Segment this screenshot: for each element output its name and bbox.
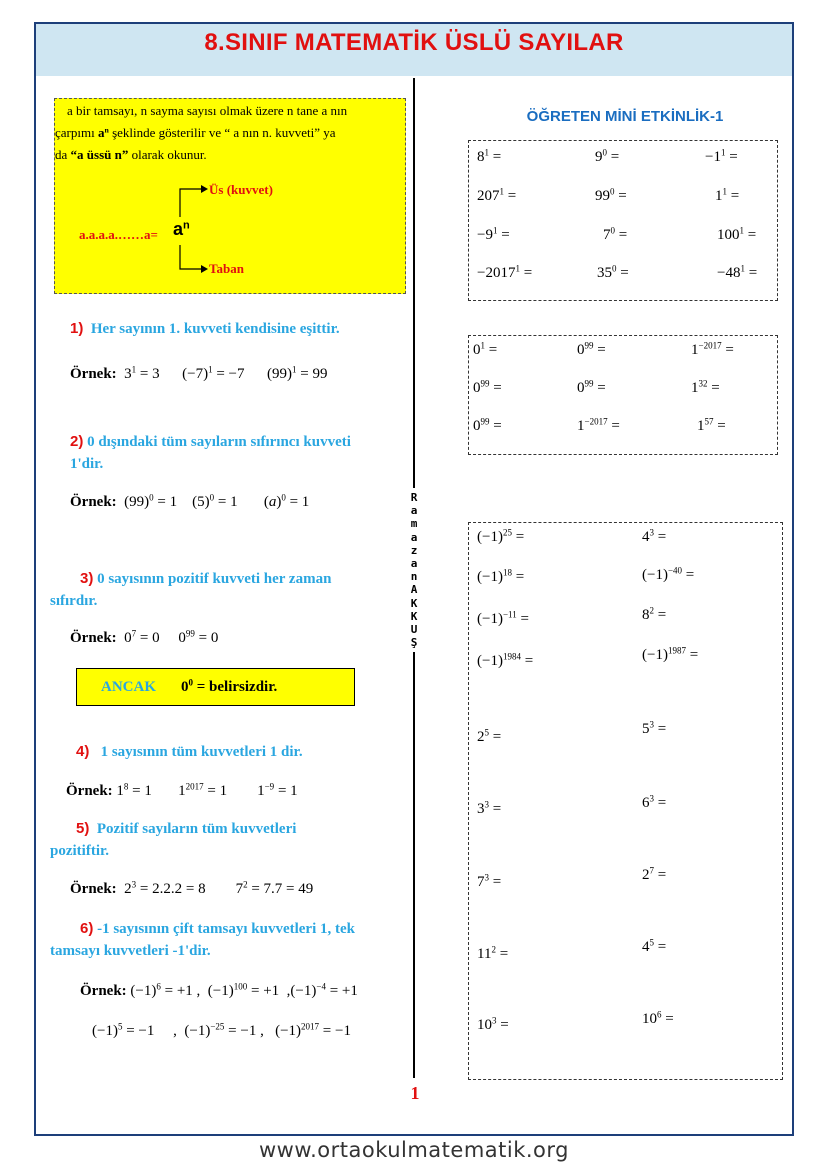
exercise-item: $(-1)^{-40}$ = — [642, 565, 695, 583]
exercise-box-1 — [468, 140, 778, 301]
exercise-item: $100^1$ = — [717, 225, 757, 243]
expression-power: $a^n$ — [173, 219, 190, 239]
base-label: Taban — [209, 261, 244, 276]
exercise-item: $7^3$ = — [477, 872, 502, 890]
author-letter: K — [410, 609, 418, 623]
exercise-item: $-9^1$ = — [477, 225, 510, 243]
ancak-label: ANCAK — [101, 679, 156, 695]
exercise-item: $207^1$ = — [477, 186, 517, 204]
exercise-item: $7^0$ = — [603, 225, 628, 243]
page-number: 1 — [410, 1083, 420, 1103]
exercise-item: $1^{57}$ = — [697, 416, 726, 434]
author-letter: U — [410, 623, 418, 637]
exercise-item: $0^{99}$ = — [577, 378, 606, 396]
activity-title: ÖĞRETEN MİNİ ETKİNLİK-1 — [526, 108, 724, 125]
rule-4: 4) 1 sayısının tüm kuvvetleri 1 dir. — [76, 743, 303, 760]
author-letter: z — [410, 543, 418, 557]
exercise-item: $8^1$ = — [477, 147, 502, 165]
exponent-label: Üs (kuvvet) — [209, 182, 273, 197]
author-letter: A — [410, 583, 418, 597]
exercise-item: $6^3$ = — [642, 793, 667, 811]
rule-6: 6) -1 sayısının çift tamsayı kuvvetleri 1, tek tamsayı kuvvetleri -1'dir. — [50, 920, 355, 959]
example-rule-1: Örnek: $3^1 = 3$ $(-7)^1 = -7$ $(99)^1 = 99$ — [70, 364, 328, 382]
exercise-item: $2^7$ = — [642, 865, 667, 883]
author-letter: a — [410, 557, 418, 571]
exercise-box-2 — [468, 335, 778, 455]
page-header — [36, 24, 792, 76]
footer-url: www.ortaokulmatematik.org — [258, 1138, 570, 1162]
exercise-item: $9^0$ = — [595, 147, 620, 165]
undefined-note-box — [76, 668, 355, 706]
example-rule-3: Örnek: $0^7 = 0$ $0^{99} = 0$ — [70, 628, 219, 646]
author-vertical — [406, 488, 422, 652]
exercise-item: $3^3$ = — [477, 799, 502, 817]
author-letter: m — [410, 517, 418, 531]
rule-2: 2) 0 dışındaki tüm sayıların sıfırıncı kuvveti 1'dir. — [70, 433, 351, 472]
exercise-item: $-48^1$ = — [717, 263, 758, 281]
exercise-item: $4^5$ = — [642, 937, 667, 955]
author-letter: n — [410, 570, 418, 584]
example-rule-6: Örnek: $(-1)^6 = +1$ , $(-1)^{100} = +1$ $,(-1)^{-4} = +1$ — [80, 981, 358, 999]
undefined-note: $0^0$ = belirsizdir. — [181, 677, 278, 695]
definition-box — [54, 98, 406, 294]
author-letter: R — [410, 491, 418, 504]
exercise-item: $2^5$ = — [477, 727, 502, 745]
rule-3: 3) 0 sayısının pozitif kuvveti her zaman sıfırdır. — [50, 570, 332, 609]
exercise-item: $(-1)^{25}$ = — [477, 527, 525, 545]
exercise-item: $99^0$ = — [595, 186, 627, 204]
author-letter: a — [410, 504, 418, 518]
rule-5: 5) Pozitif sayıların tüm kuvvetleri pozitiftir. — [50, 820, 297, 859]
definition-line: da “a üssü n” olarak okunur. — [55, 147, 207, 162]
exercise-item: $4^3$ = — [642, 527, 667, 545]
exercise-item: $1^{-2017}$ = — [577, 416, 620, 434]
example-rule-2: Örnek: $(99)^0 = 1$ $(5)^0 = 1$ $(a)^0 = 1$ — [70, 492, 310, 510]
author-letter: K — [410, 596, 418, 610]
exercise-item: $0^{99}$ = — [577, 340, 606, 358]
expression-left: a.a.a.a.……a= — [79, 227, 158, 242]
example-rule-6-odd: $(-1)^5 = -1$ , $(-1)^{-25} = -1$ , $(-1)^{2017} = -1$ — [92, 1021, 351, 1039]
page-title: 8.SINIF MATEMATİK ÜSLÜ SAYILAR — [204, 29, 624, 56]
exercise-item: $35^0$ = — [597, 263, 629, 281]
exercise-item: $1^1$ = — [715, 186, 740, 204]
definition-line: çarpımı $a^n$ şeklinde gösterilir ve “ a nın n. kuvveti” ya — [55, 125, 336, 140]
exercise-item: $5^3$ = — [642, 719, 667, 737]
exercise-item: $(-1)^{1984}$ = — [477, 651, 534, 669]
definition-line: a bir tamsayı, n sayma sayısı olmak üzere n tane a nın — [67, 103, 348, 118]
exercise-item: $0^{99}$ = — [473, 416, 502, 434]
author-letter: a — [410, 530, 418, 544]
author-letter: Ş — [410, 636, 418, 650]
exercise-box-3 — [468, 522, 783, 1080]
exercise-item: $0^{99}$ = — [473, 378, 502, 396]
example-rule-4: Örnek: $1^8 = 1$ $1^{2017} = 1$ $1^{-9} = 1$ — [66, 781, 298, 799]
exercise-item: $10^6$ = — [642, 1009, 674, 1027]
exercise-item: $11^2$ = — [477, 944, 509, 962]
exercise-item: $8^2$ = — [642, 605, 667, 623]
exercise-item: $(-1)^{18}$ = — [477, 567, 525, 585]
exercise-item: $10^3$ = — [477, 1015, 509, 1033]
exercise-item: $1^{32}$ = — [691, 378, 720, 396]
exercise-item: $-2017^1$ = — [477, 263, 533, 281]
exercise-item: $(-1)^{1987}$ = — [642, 645, 699, 663]
example-rule-5: Örnek: $2^3 = 2.2.2 = 8$ $7^2 = 7.7 = 49$ — [70, 879, 314, 897]
exercise-item: $0^1$ = — [473, 340, 498, 358]
exercise-item: $-1^1$ = — [705, 147, 738, 165]
exercise-item: $(-1)^{-11}$ = — [477, 609, 529, 627]
rule-1: 1) Her sayının 1. kuvveti kendisine eşittir. — [70, 320, 340, 337]
exercise-item: $1^{-2017}$ = — [691, 340, 734, 358]
